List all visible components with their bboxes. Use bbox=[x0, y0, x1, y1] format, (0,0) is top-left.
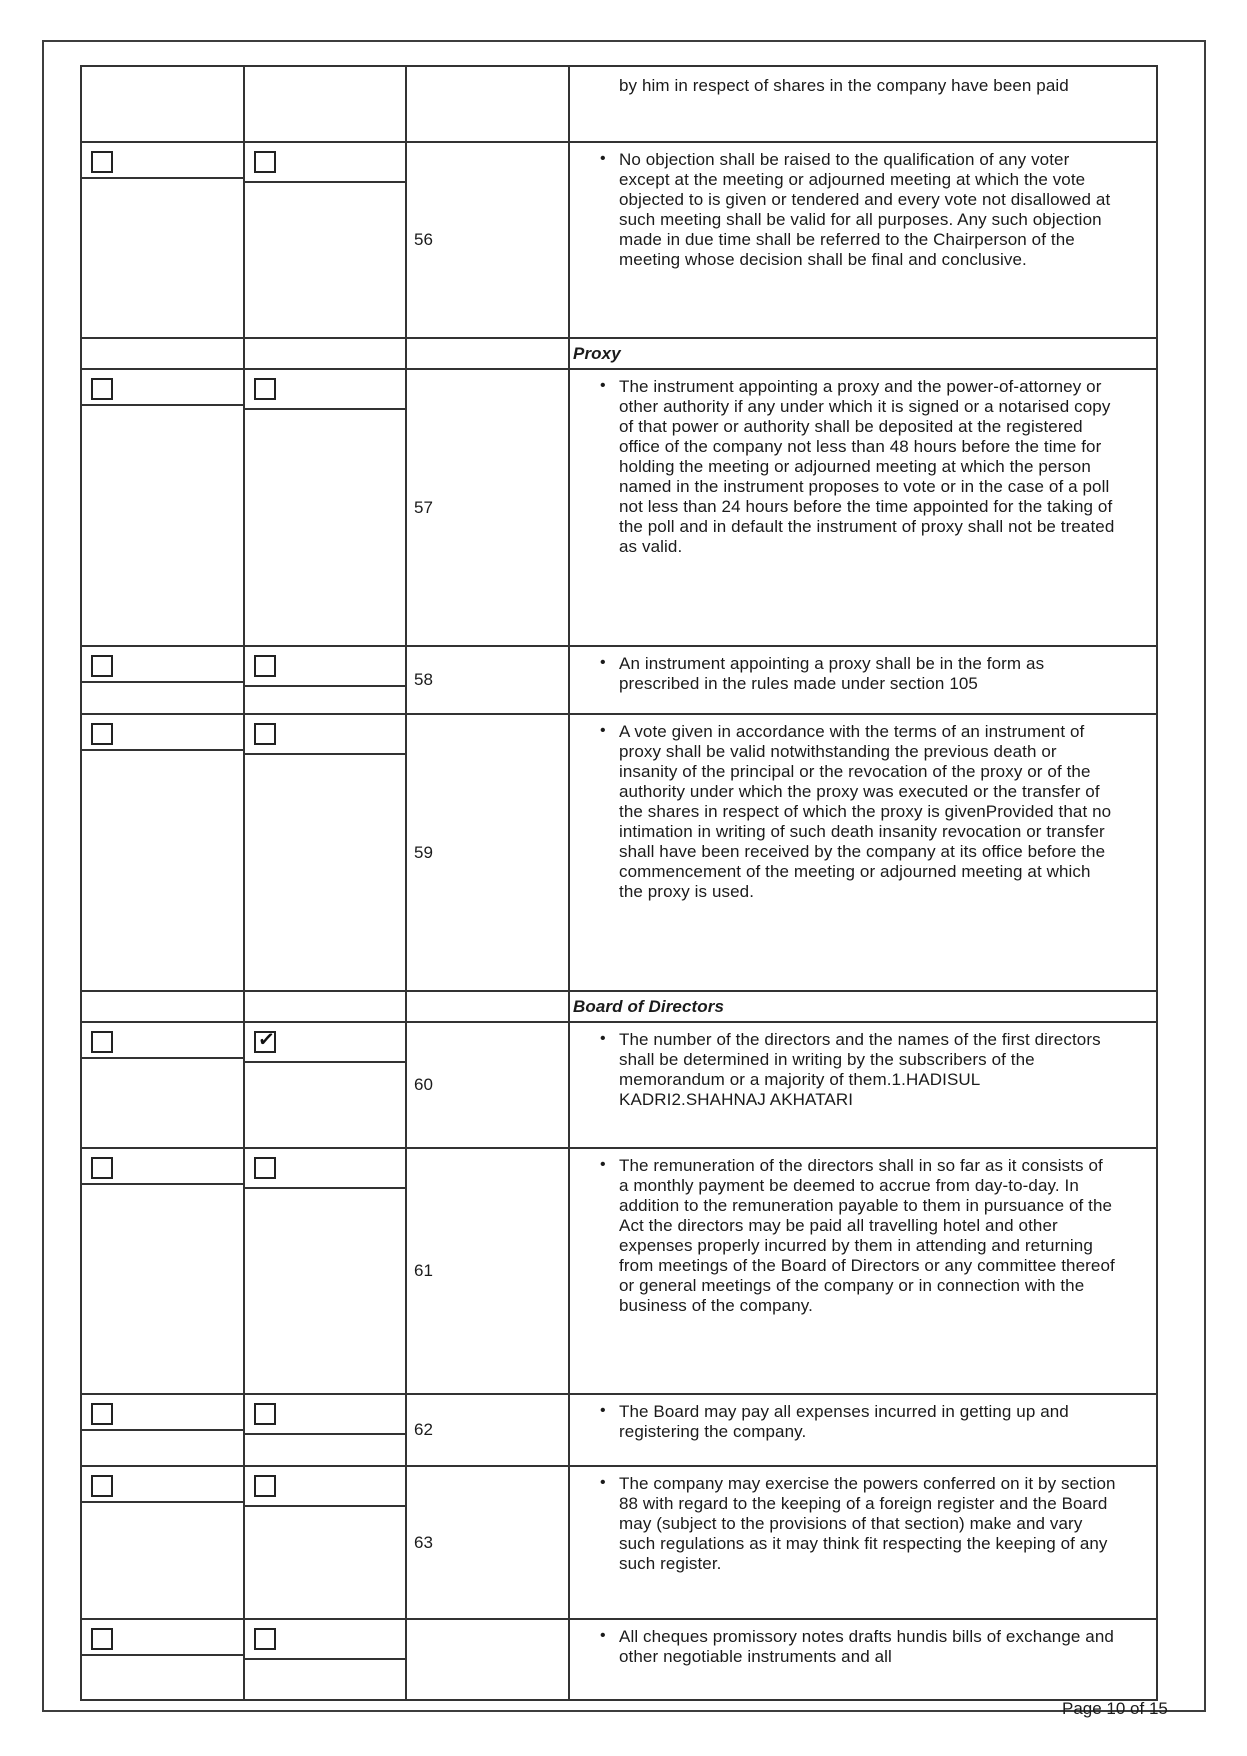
section-header-cell bbox=[570, 339, 1156, 368]
checkbox[interactable] bbox=[254, 1028, 276, 1053]
empty-subcell bbox=[82, 1059, 243, 1147]
checkbox-cell-2 bbox=[245, 1467, 407, 1618]
clause-text: by him in respect of shares in the company have been paid bbox=[619, 76, 1069, 95]
checkbox-cell-2 bbox=[245, 1620, 407, 1699]
checkbox[interactable] bbox=[254, 378, 276, 400]
article-number: 59 bbox=[414, 842, 433, 862]
checkbox[interactable] bbox=[91, 655, 113, 677]
empty-subcell bbox=[245, 755, 405, 990]
checkbox-subcell bbox=[82, 143, 243, 179]
section-label: Board of Directors bbox=[573, 997, 725, 1016]
page-number: Page 10 of 15 bbox=[1062, 1699, 1168, 1718]
empty-subcell bbox=[82, 751, 243, 990]
empty-subcell bbox=[245, 1507, 405, 1618]
empty-subcell bbox=[82, 1656, 243, 1699]
section-header-row bbox=[82, 992, 1156, 1023]
article-text-cell bbox=[570, 370, 1156, 645]
empty-cell bbox=[82, 339, 245, 368]
article-number: 56 bbox=[414, 230, 433, 249]
article-number-cell bbox=[407, 1149, 570, 1393]
checkbox[interactable] bbox=[91, 723, 113, 745]
checkbox[interactable] bbox=[91, 1628, 113, 1650]
table-row bbox=[82, 1467, 1156, 1620]
empty-subcell bbox=[82, 1185, 243, 1393]
empty-subcell bbox=[245, 687, 405, 713]
article-text-cell bbox=[570, 1467, 1156, 1618]
checkmark-icon: ✓ bbox=[256, 1028, 276, 1052]
article-text-cell bbox=[570, 1395, 1156, 1465]
checkbox-subcell bbox=[82, 1467, 243, 1503]
checkbox-subcell bbox=[245, 647, 405, 687]
bullet-icon: • bbox=[600, 377, 606, 394]
clause bbox=[600, 1030, 1116, 1110]
checkbox-subcell bbox=[82, 647, 243, 683]
clause bbox=[600, 1402, 1116, 1442]
checkbox-cell-1 bbox=[82, 1149, 245, 1393]
checkbox-cell-1 bbox=[82, 1395, 245, 1465]
clause-text: No objection shall be raised to the qualification of any voter except at the meeting or adjourned meeting at which the vote objected to is given or tendered and every vote not disallowed at such meeting shall be valid for all purposes. Any such objection made in due time shall be referred to the Chairperson of the meeting whose decision shall be final and conclusive. bbox=[619, 150, 1111, 269]
checkbox[interactable] bbox=[91, 1403, 113, 1425]
checkbox-subcell bbox=[245, 1620, 405, 1660]
clause-text: The remuneration of the directors shall in so far as it consists of a monthly payment be deemed to accrue from day-to-day. In addition to the remuneration payable to them in pursuance of the Act the directors may be paid all travelling hotel and other expenses properly incurred by them in attending and returning from meetings of the Board of Directors or any committee thereof or general meetings of the company or in connection with the business of the company. bbox=[619, 1156, 1115, 1315]
article-text-cell bbox=[570, 1023, 1156, 1147]
checkbox-subcell bbox=[82, 1023, 243, 1059]
checkbox[interactable] bbox=[254, 1628, 276, 1650]
article-number-cell bbox=[407, 1395, 570, 1465]
article-text-cell bbox=[570, 647, 1156, 713]
checkbox-subcell bbox=[245, 1023, 405, 1063]
checkbox[interactable] bbox=[254, 655, 276, 677]
empty-subcell bbox=[245, 1435, 405, 1465]
empty-cell bbox=[407, 992, 570, 1021]
empty-subcell bbox=[82, 1431, 243, 1465]
article-number-cell bbox=[407, 715, 570, 990]
checkbox[interactable] bbox=[254, 1475, 276, 1497]
checkbox[interactable] bbox=[91, 1157, 113, 1179]
section-header-cell bbox=[570, 992, 1156, 1021]
article-text-cell bbox=[570, 715, 1156, 990]
article-number-cell bbox=[407, 647, 570, 713]
clause bbox=[600, 1156, 1116, 1316]
empty-subcell bbox=[82, 683, 243, 713]
checkbox-subcell bbox=[82, 715, 243, 751]
empty-subcell bbox=[82, 406, 243, 645]
checkbox-subcell bbox=[245, 370, 405, 410]
article-text-cell bbox=[570, 1149, 1156, 1393]
article-number-cell bbox=[407, 1023, 570, 1147]
article-text-cell bbox=[570, 1620, 1156, 1699]
empty-cell bbox=[245, 339, 407, 368]
clause-text: The instrument appointing a proxy and the power-of-attorney or other authority if any under which it is signed or a notarised copy of that power or authority shall be deposited at the registered office of the company not less than 48 hours before the time for holding the meeting or adjourned meeting at which the person named in the instrument proposes to vote or in the case of a poll not less than 24 hours before the time appointed for the taking of the poll and in default the instrument of proxy shall not be treated as valid. bbox=[619, 377, 1115, 556]
article-number-cell bbox=[407, 1467, 570, 1618]
checkbox-cell-1 bbox=[82, 1467, 245, 1618]
bullet-icon: • bbox=[600, 722, 606, 739]
checkbox-subcell bbox=[245, 1395, 405, 1435]
empty-cell bbox=[245, 992, 407, 1021]
bullet-icon: • bbox=[600, 654, 606, 671]
article-number: 60 bbox=[414, 1075, 433, 1094]
table-row bbox=[82, 370, 1156, 647]
empty-subcell bbox=[245, 1063, 405, 1147]
empty-subcell bbox=[245, 410, 405, 645]
checkbox-subcell bbox=[245, 1149, 405, 1189]
clause bbox=[600, 150, 1116, 270]
clause-text: The company may exercise the powers conferred on it by section 88 with regard to the keeping of a foreign register and the Board may (subject to the provisions of that section) make and vary such regulations as it may think fit respecting the keeping of any such register. bbox=[619, 1474, 1116, 1573]
checkbox-subcell bbox=[82, 370, 243, 406]
checkbox[interactable] bbox=[91, 1031, 113, 1053]
bullet-icon: • bbox=[600, 1030, 606, 1047]
bullet-icon: • bbox=[600, 1402, 606, 1419]
checkbox-cell-2 bbox=[245, 715, 407, 990]
article-number: 61 bbox=[414, 1261, 433, 1280]
empty-cell bbox=[82, 67, 245, 141]
empty-cell bbox=[245, 67, 407, 141]
bullet-icon: • bbox=[600, 1156, 606, 1173]
checkbox[interactable] bbox=[254, 1403, 276, 1425]
checkbox-subcell bbox=[82, 1620, 243, 1656]
clause-text: All cheques promissory notes drafts hundis bills of exchange and other negotiable instruments and all bbox=[619, 1627, 1114, 1666]
clause bbox=[600, 722, 1116, 902]
checkbox-cell-2 bbox=[245, 370, 407, 645]
checkbox-cell-2 bbox=[245, 143, 407, 337]
table-row bbox=[82, 1620, 1156, 1701]
checkbox-cell-1 bbox=[82, 370, 245, 645]
clause bbox=[600, 1474, 1116, 1574]
empty-cell bbox=[407, 339, 570, 368]
empty-cell bbox=[407, 67, 570, 141]
article-number-cell bbox=[407, 143, 570, 337]
clause-text: The number of the directors and the names of the first directors shall be determined in writing by the subscribers of the memorandum or a majority of them.1.HADISUL KADRI2.SHAHNAJ AKHATARI bbox=[619, 1030, 1101, 1109]
checkbox-cell-1 bbox=[82, 1023, 245, 1147]
section-header-row bbox=[82, 339, 1156, 370]
clause-text: The Board may pay all expenses incurred in getting up and registering the company. bbox=[619, 1402, 1069, 1441]
checkbox[interactable] bbox=[254, 723, 276, 745]
checkbox-cell-2 bbox=[245, 1395, 407, 1465]
clause bbox=[619, 76, 1116, 96]
checkbox-cell-1 bbox=[82, 143, 245, 337]
clause bbox=[600, 654, 1116, 694]
clause bbox=[600, 1627, 1116, 1667]
article-number: 62 bbox=[414, 1420, 433, 1439]
checkbox-subcell bbox=[82, 1395, 243, 1431]
checkbox[interactable] bbox=[254, 1157, 276, 1179]
checkbox[interactable] bbox=[91, 378, 113, 400]
clause-text: A vote given in accordance with the terms of an instrument of proxy shall be valid notwithstanding the previous death or insanity of the principal or the revocation of the proxy or of the authority under which the proxy was executed or the transfer of the shares in respect of which the proxy is givenProvided that no intimation in writing of such death insanity revocation or transfer shall have been received by the company at its office before the commencement of the meeting or adjourned meeting at which the proxy is used. bbox=[619, 722, 1112, 901]
checkbox[interactable] bbox=[254, 151, 276, 173]
table-row bbox=[82, 715, 1156, 992]
empty-subcell bbox=[245, 1660, 405, 1699]
checkbox-cell-1 bbox=[82, 715, 245, 990]
checkbox[interactable] bbox=[91, 151, 113, 173]
article-number-cell bbox=[407, 1620, 570, 1699]
checkbox-cell-2 bbox=[245, 647, 407, 713]
section-label: Proxy bbox=[573, 344, 621, 363]
continuation-row bbox=[82, 67, 1156, 143]
bullet-icon: • bbox=[600, 1474, 606, 1491]
checkbox-subcell bbox=[245, 143, 405, 183]
article-number: 63 bbox=[414, 1532, 433, 1552]
table-row bbox=[82, 1395, 1156, 1467]
empty-subcell bbox=[82, 179, 243, 337]
article-number: 57 bbox=[414, 497, 433, 517]
table-row bbox=[82, 647, 1156, 715]
clause bbox=[600, 377, 1116, 557]
checkbox-cell-2 bbox=[245, 1023, 407, 1147]
table-row bbox=[82, 143, 1156, 339]
table-row bbox=[82, 1023, 1156, 1149]
bullet-icon: • bbox=[600, 150, 606, 167]
article-number: 58 bbox=[414, 670, 433, 689]
checkbox-subcell bbox=[245, 1467, 405, 1507]
articles-table bbox=[80, 65, 1158, 1701]
empty-subcell bbox=[245, 1189, 405, 1393]
article-number-cell bbox=[407, 370, 570, 645]
empty-subcell bbox=[245, 183, 405, 337]
article-text-cell bbox=[570, 67, 1156, 141]
checkbox[interactable] bbox=[91, 1475, 113, 1497]
checkbox-subcell bbox=[82, 1149, 243, 1185]
empty-subcell bbox=[82, 1503, 243, 1618]
article-text-cell bbox=[570, 143, 1156, 337]
empty-cell bbox=[82, 992, 245, 1021]
checkbox-subcell bbox=[245, 715, 405, 755]
checkbox-cell-2 bbox=[245, 1149, 407, 1393]
bullet-icon: • bbox=[600, 1627, 606, 1644]
clause-text: An instrument appointing a proxy shall be in the form as prescribed in the rules made under section 105 bbox=[619, 654, 1045, 693]
checkbox-cell-1 bbox=[82, 647, 245, 713]
table-row bbox=[82, 1149, 1156, 1395]
checkbox-cell-1 bbox=[82, 1620, 245, 1699]
